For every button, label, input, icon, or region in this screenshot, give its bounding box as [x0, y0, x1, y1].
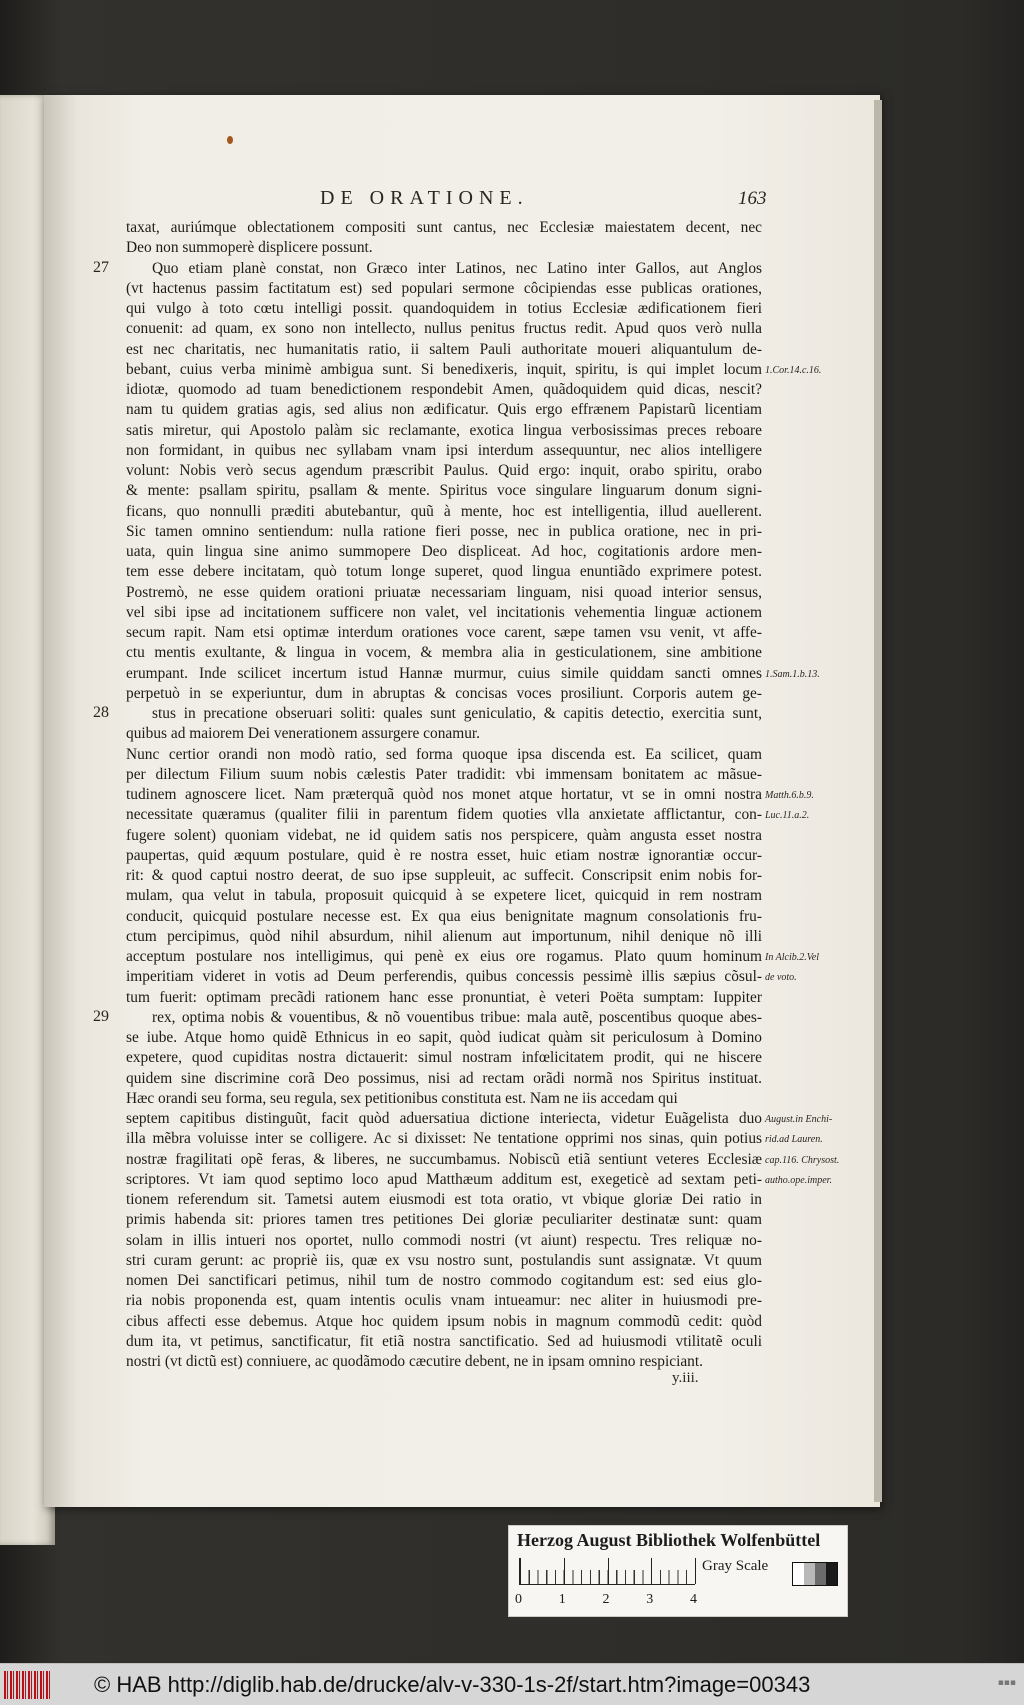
margin-note: rid.ad Lauren. [765, 1134, 823, 1146]
ruler-tick [651, 1558, 652, 1584]
text-line: dum ita, vt petimus, sanctificatur, fit etiã nostra sanctificatio. Sed ad huiusmodi vtilitatẽ oculi [126, 1332, 762, 1350]
scale-ruler [519, 1558, 695, 1585]
text-line: rit: & quod captui nostro deerat, de suo ipse suppleuit, ac suffecit. Conscripsit enim nobis for- [126, 867, 762, 884]
margin-note: Luc.11.a.2. [765, 810, 810, 822]
text-line: Hæc orandi seu forma, seu regula, sex petitionibus constituta est. Nam ne iis accedam qui [126, 1089, 678, 1107]
scale-label: 4 [690, 1592, 697, 1607]
footer-url[interactable]: © HAB http://diglib.hab.de/drucke/alv-v-330-1s-2f/start.htm?image=00343 [94, 1671, 811, 1697]
text-line: stus in precatione obseruari soliti: quales sunt geniculatio, & capitis detectio, exercitia sunt, [152, 705, 762, 722]
text-line: non formidant, in quibus nec syllabam vnam ipsi interdum assequuntur, nec alios intelligere [126, 441, 762, 459]
gray-swatch [815, 1563, 826, 1585]
text-line: idiotæ, quomodo ad tuam benedictionem respondebit Amen, quãdoquidem quid dicas, nescit? [126, 381, 762, 398]
text-line: qui vulgo à toto cœtu intelligi possit. quandoquidem in totius Ecclesiæ ædificationem fieri [126, 300, 762, 317]
text-line: stri curam gerunt: ac propriè iis, quæ ex vsu nostro sunt, postulandis sunt assignatæ. Vt quum [126, 1251, 762, 1269]
ink-spot [227, 136, 233, 144]
color-calibration-chart [508, 1525, 848, 1617]
text-line: vel sibi ipse ad incitationem sufficere non valet, vel incitationis vehementia linguæ actionem [126, 603, 762, 621]
gray-swatch [793, 1563, 804, 1585]
text-line: Sic tamen omnino sentiendum: nulla ratione fieri posse, nec in publica oratione, nec in pri- [126, 522, 762, 540]
text-line: cibus affecti esse debemus. Atque hoc quidem ipsum nobis in magnum commodũ cedit: quòd [126, 1312, 762, 1330]
text-line: conuenit: ad quam, ex sono non intellecto, nullus penitus fructus redit. Apud quos verò nulla [126, 320, 762, 338]
signature-mark: y.iii. [672, 1370, 699, 1386]
text-line: rex, optima nobis & vouentibus, & nõ vouentibus tribue: mala autẽ, poscentibus quoque abes- [152, 1008, 762, 1026]
text-line: uata, quin lingua sine animo summopere Deo displiceat. Ad hoc, cogitationis ardore men- [126, 543, 762, 560]
text-line: tum fuerit: optimam precãdi rationem hanc esse pronuntiat, è veteri Poëta sumptam: Iuppiter [126, 988, 762, 1006]
margin-note: 1.Cor.14.c.16. [765, 364, 822, 376]
text-line: paupertas, quid æquum postulare, quid è re nostra esset, huic etiam nostræ ignorantiæ occur- [126, 846, 762, 864]
body-text [126, 218, 762, 1372]
margin-note: cap.116. Chrysost. [765, 1154, 840, 1166]
section-number: 27 [93, 258, 109, 276]
text-line: scriptores. Vt iam quod septimo loco apud Matthæum additum est, exegeticè ad sextam peti- [126, 1170, 762, 1188]
scale-label: 2 [602, 1592, 610, 1607]
text-line: ficans, quo nonnulli præditi abutebantur, quũ à mente, hoc est intelligentia, illud auellerent. [126, 502, 762, 520]
text-line: Nunc certior orandi non modò ratio, sed forma quoque ipsa discenda est. Ea scilicet, quam [126, 745, 762, 763]
scale-label: 0 [515, 1592, 522, 1607]
text-line: quibus ad maiorem Dei venerationem assurgere conamur. [126, 725, 481, 743]
text-line: est nec charitatis, nec humanitatis ratio, ii saltem Pauli authoritate moueri aliquantulum de- [126, 340, 762, 358]
section-number: 29 [93, 1007, 109, 1025]
text-line: tem esse debere incitatam, quò totum longe superet, quod lingua enuntiãdo exprimere potest. [126, 563, 762, 581]
text-line: Postremò, ne esse quidem orationi priuatæ necessariam linguam, nisi quoad interior sensus, [126, 583, 762, 601]
scale-label: 3 [646, 1592, 654, 1607]
text-line: perpetuò in se experiuntur, dum in abruptas & concisas voces prosiliunt. Corporis autem ge- [126, 684, 762, 702]
margin-note: In Alcib.2.Vel [765, 952, 819, 963]
ruler-tick [564, 1558, 565, 1584]
text-line: nomen Dei sanctificari petimus, nihil tum de nostro commodo cogitandum est: sed eius glo- [126, 1272, 762, 1289]
text-line: septem capitibus distinguũt, facit quòd aduersatiua dictione interiecta, videtur Euãgelista duo [126, 1110, 762, 1127]
text-line: solam in illis intueri nos oportet, nullo commodi nostri (vt aiunt) respectu. Tres reliquæ no- [126, 1231, 762, 1249]
text-line: quidem sine discrimine corã Deo possimus, nisi ad rectam orãdi normã nos Spiritus instituat. [126, 1069, 762, 1087]
text-line: bebant, cuius verba minimè ambigua sunt. Si benedixeris, inquit, spiritu, is qui implet locum [126, 360, 762, 378]
section-number: 28 [93, 704, 109, 721]
scale-label: 1 [558, 1592, 566, 1607]
text-line: satis miretur, qui Apostolo palàm sic reclamante, exotica lingua verbosissimas preces reboare [126, 421, 762, 439]
gray-scale-swatches [792, 1562, 838, 1586]
text-line: tionem referendum sit. Tametsi autem eiusmodi est tota oratio, vt vbique gloriæ Dei ratio in [126, 1191, 762, 1208]
page-number: 163 [738, 188, 767, 209]
running-head: DE ORATIONE. [320, 187, 529, 209]
margin-note: de voto. [765, 972, 797, 984]
chart-title: Herzog August Bibliothek Wolfenbüttel [517, 1530, 821, 1550]
margin-note: autho.ope.imper. [765, 1174, 832, 1186]
text-line: & mente: psallam spiritu, psallam & mente. Spiritus voce singulare linguarum donum signi- [126, 482, 762, 500]
text-line: fugere solent) quoniam videbat, ne id quidem satis nos perspicere, quàm angusta esset nostra [126, 826, 762, 844]
page-edge [874, 100, 882, 1502]
ruler-tick [608, 1558, 609, 1584]
text-line: mulam, qua velut in tabula, proposuit quicquid à se expetere licet, quicquid in rem nostram [126, 887, 762, 905]
margin-note: 1.Sam.1.b.13. [765, 668, 820, 680]
text-line: taxat, auriúmque oblectationem compositi sunt cantus, nec Ecclesiæ maiestatem decent, nec [126, 219, 762, 236]
text-line: erumpant. Inde scilicet incertum istud Hannæ murmur, cuius simile quiddam sancti omnes [126, 664, 762, 682]
hab-logo-icon [4, 1671, 50, 1699]
ruler-tick [695, 1558, 696, 1584]
text-line: expetere, quod cupiditas nostra dictauerit: simul nostram infœlicitatem prodit, qui ne hiscere [126, 1049, 762, 1067]
text-line: conducit, quicquid postulare necesse est. Ex qua eius benignitate magnum consolationis fru- [126, 907, 762, 925]
text-line: primis habenda sit: priores tamen tres petitiones Dei gloriæ peculiariter destinatæ sunt: quam [126, 1211, 762, 1229]
footer-dots: ▪▪▪ [997, 1678, 1016, 1688]
text-line: acceptum postulare nos intelligimus, qui penè ex eius ore rogamus. Plato quum hominum [126, 948, 762, 965]
text-line: nostri (vt dictũ est) conniuere, ac quodãmodo cæcutire debent, ne in ipsam omnino respiciant. [126, 1353, 703, 1370]
viewer-footer [0, 1663, 1024, 1705]
text-line: necessitate quæramus (qualiter filii in parentum fidem quoties vlla anxietate afflictantur, con- [126, 806, 762, 824]
gray-scale-label: Gray Scale [702, 1558, 769, 1574]
text-line: secum rapit. Nam etsi optimæ interdum orationes voce carent, sæpe tamen vsu venit, vt affe- [126, 624, 762, 641]
ruler-tick [520, 1558, 521, 1584]
margin-note: Matth.6.b.9. [765, 790, 814, 801]
text-line: nostræ fragilitati opẽ feras, & liberes, ne succumbamus. Nobiscũ etiã sentiunt veteres Ecclesiæ [126, 1150, 762, 1168]
text-line: Quo etiam planè constat, non Græco inter Latinos, nec Latino inter Gallos, aut Anglos [152, 259, 762, 277]
text-line: (vt hactenus passim factitatum est) sed populari sermone côcipiendas esse publicas orationes, [126, 279, 762, 297]
text-line: imperitiam videret in votis ad Deum perferendis, quibus concessis pessimè illis sæpius cõsul- [126, 968, 762, 986]
text-line: se iube. Atque homo quidẽ Ethnicus in eo sapit, quòd iudicat quàm sit periculosum à Domino [126, 1029, 762, 1046]
text-line: Deo non summoperè displicere possunt. [126, 239, 373, 257]
text-line: ria nobis proponenda est, quam intentis oculis vnam intueamur: nec aliter in huiusmodi pre- [126, 1292, 762, 1310]
text-line: nam tu quidem gratias agis, sed alius non ædificatur. Quis ergo effrænem Papistarũ licentiam [126, 401, 762, 419]
text-line: illa mẽbra voluisse inter se colligere. Ac si dixisset: Ne tentatione opprimi nos sinas, quin potius [126, 1130, 762, 1148]
text-line: tudinem agnoscere licet. Nam præterquã quòd nos monet atque hortatur, vt se in omni nostra [126, 786, 762, 803]
text-line: ctum percipimus, quòd nihil absurdum, nihil alienum aut importunum, nihil denique nõ illi [126, 927, 762, 945]
gray-swatch [826, 1563, 837, 1585]
margin-note: August.in Enchi- [765, 1114, 833, 1125]
text-line: volunt: Nobis verò secus agendum præscribit Paulus. Quid ergo: inquit, orabo spiritu, orabo [126, 462, 762, 479]
text-line: per dilectum Filium suum nobis cælestis Pater tradidit: vbi immensam bonitatem ac mãsue- [126, 765, 762, 783]
gray-swatch [804, 1563, 815, 1585]
text-line: ctu mentis exultante, & lingua in vocem, & membra alia in gesticulationem, sine ambitione [126, 644, 762, 662]
